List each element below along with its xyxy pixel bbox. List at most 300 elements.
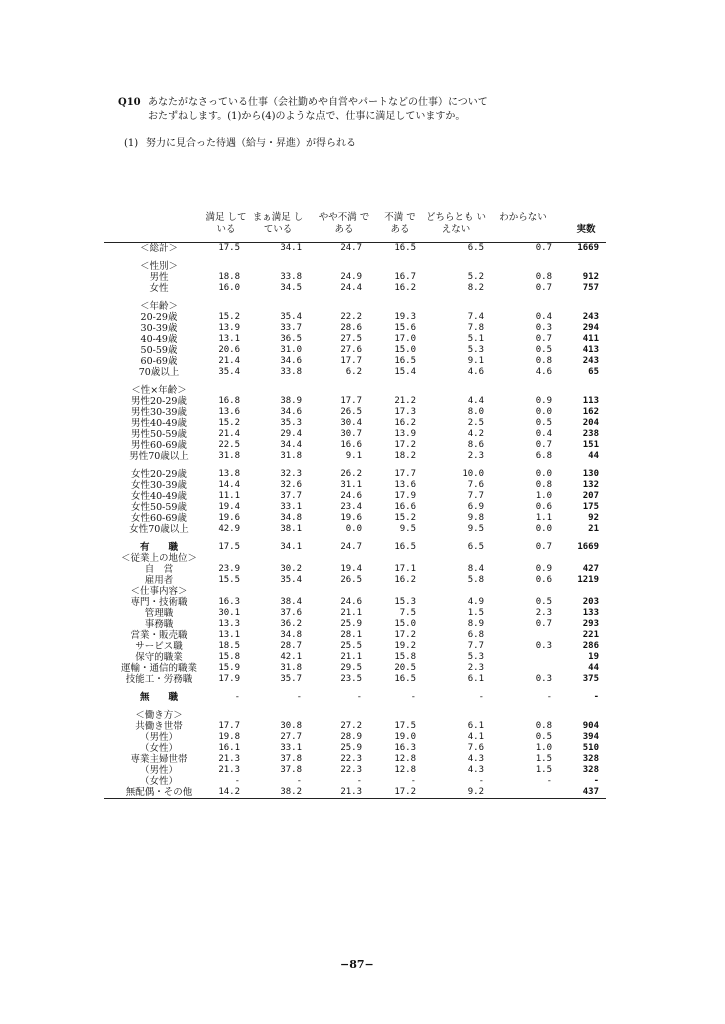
- row-value: 27.7: [280, 732, 302, 742]
- row-value: 0.9: [535, 564, 552, 574]
- row-label: 20-29歳: [140, 312, 178, 323]
- row-label: 40-49歳: [140, 334, 178, 345]
- row-value: 24.9: [340, 272, 362, 282]
- row-value: 35.7: [280, 674, 302, 684]
- row-value: 15.2: [218, 312, 240, 322]
- row-value: 33.1: [280, 502, 302, 512]
- table-row: [104, 524, 606, 535]
- row-value: 21.1: [340, 608, 362, 618]
- row-value: 32.3: [280, 469, 302, 479]
- row-value: 19.2: [394, 641, 416, 651]
- row-value: 912: [582, 272, 599, 282]
- header-somewhat-dissatisfied: やや不満 である: [318, 212, 370, 235]
- question-number: Q10: [118, 97, 141, 108]
- row-value: -: [410, 776, 416, 786]
- row-value: 6.8: [467, 630, 484, 640]
- row-value: 42.1: [280, 652, 302, 662]
- row-value: 221: [582, 630, 599, 640]
- table-row: [104, 619, 606, 630]
- row-value: 7.4: [467, 312, 484, 322]
- row-value: -: [356, 692, 362, 702]
- row-value: 65: [588, 367, 599, 377]
- row-value: 22.3: [340, 754, 362, 764]
- row-value: 328: [582, 765, 599, 775]
- row-value: 19: [588, 652, 599, 662]
- row-value: 427: [582, 564, 599, 574]
- table-row: [104, 564, 606, 575]
- row-value: 0.7: [535, 440, 552, 450]
- row-value: 0.3: [535, 323, 552, 333]
- row-value: 4.9: [467, 597, 484, 607]
- row-label: 70歳以上: [138, 367, 180, 378]
- row-value: 19.6: [340, 513, 362, 523]
- row-label: 60-69歳: [140, 356, 178, 367]
- row-label: 女性30-39歳: [131, 480, 187, 491]
- row-value: 16.6: [340, 440, 362, 450]
- satisfaction-table: [104, 210, 606, 799]
- header-dont-know: わからない: [499, 212, 547, 223]
- row-value: -: [234, 776, 240, 786]
- row-value: 510: [582, 743, 599, 753]
- row-value: 6.1: [467, 674, 484, 684]
- table-row: [104, 586, 606, 597]
- sub-question-text: 努力に見合った待遇（給与・昇進）が得られる: [146, 138, 356, 149]
- row-value: 16.2: [394, 418, 416, 428]
- row-value: 16.7: [394, 272, 416, 282]
- row-value: 413: [582, 345, 599, 355]
- row-value: 132: [582, 480, 599, 490]
- row-label: 運輸・通信的職業: [120, 663, 197, 674]
- row-label: ＜従業上の地位＞: [120, 553, 197, 564]
- row-value: 28.7: [280, 641, 302, 651]
- row-value: 4.6: [467, 367, 484, 377]
- row-value: 0.7: [535, 542, 552, 552]
- row-value: 17.9: [218, 674, 240, 684]
- row-value: 28.6: [340, 323, 362, 333]
- table-row: [104, 396, 606, 407]
- row-value: 19.0: [394, 732, 416, 742]
- table-row: [104, 429, 606, 440]
- row-value: 0.6: [535, 575, 552, 585]
- row-label: （男性）: [139, 732, 178, 743]
- table-row: [104, 575, 606, 586]
- row-value: 17.7: [340, 356, 362, 366]
- row-value: 17.3: [394, 407, 416, 417]
- row-value: 0.5: [535, 597, 552, 607]
- row-value: 9.8: [467, 513, 484, 523]
- row-value: 15.5: [218, 575, 240, 585]
- row-value: 15.4: [394, 367, 416, 377]
- row-value: 29.4: [280, 429, 302, 439]
- row-label: 無 職: [139, 692, 178, 703]
- row-value: 15.9: [218, 663, 240, 673]
- row-value: 6.8: [535, 451, 552, 461]
- row-label: 30-39歳: [140, 323, 178, 334]
- row-value: 7.8: [467, 323, 484, 333]
- table-body: [104, 243, 606, 799]
- row-value: 0.7: [535, 334, 552, 344]
- row-label: ＜性×年齢＞: [131, 385, 187, 396]
- table-row: [104, 469, 606, 480]
- page-number: −87−: [340, 958, 374, 971]
- row-value: -: [410, 692, 416, 702]
- row-value: 22.3: [340, 765, 362, 775]
- table-row: [104, 334, 606, 345]
- table-row: [104, 652, 606, 663]
- row-value: 38.4: [280, 597, 302, 607]
- table-row: [104, 418, 606, 429]
- row-value: 28.9: [340, 732, 362, 742]
- row-value: 16.3: [394, 743, 416, 753]
- row-value: 34.6: [280, 407, 302, 417]
- row-value: 0.0: [535, 469, 552, 479]
- row-value: 37.7: [280, 491, 302, 501]
- row-value: 15.2: [218, 418, 240, 428]
- row-label: 男性50-59歳: [131, 429, 187, 440]
- row-value: -: [593, 776, 599, 786]
- sub-question-number: (1): [124, 138, 139, 149]
- row-value: 27.2: [340, 721, 362, 731]
- row-value: 294: [582, 323, 599, 333]
- row-label: 無配偶・その他: [125, 787, 193, 798]
- row-value: 0.3: [535, 674, 552, 684]
- row-value: -: [234, 692, 240, 702]
- row-value: 26.2: [340, 469, 362, 479]
- header-count: 実数: [576, 224, 596, 235]
- table-row: [104, 608, 606, 619]
- row-value: 31.8: [280, 451, 302, 461]
- row-label: ＜働き方＞: [135, 710, 183, 721]
- row-value: 26.5: [340, 575, 362, 585]
- row-label: 技能工・労務職: [125, 674, 193, 685]
- row-value: 5.3: [467, 345, 484, 355]
- row-label: 50-59歳: [140, 345, 178, 356]
- row-label: サービス職: [135, 641, 183, 652]
- table-row: [104, 553, 606, 564]
- table-row: [104, 261, 606, 272]
- row-value: 6.2: [345, 367, 362, 377]
- row-label: 管理職: [144, 608, 174, 619]
- row-value: -: [546, 692, 552, 702]
- row-value: 0.4: [535, 429, 552, 439]
- row-value: 286: [582, 641, 599, 651]
- row-value: 207: [582, 491, 599, 501]
- row-value: 7.7: [467, 641, 484, 651]
- question-header: [118, 96, 488, 124]
- row-value: 0.8: [535, 480, 552, 490]
- row-value: 16.8: [218, 396, 240, 406]
- row-value: 17.1: [394, 564, 416, 574]
- row-value: 0.7: [535, 243, 552, 253]
- table-row: [104, 491, 606, 502]
- row-value: 0.4: [535, 312, 552, 322]
- row-value: 33.8: [280, 272, 302, 282]
- table-row: [104, 542, 606, 553]
- row-value: 19.4: [218, 502, 240, 512]
- table-row: [104, 674, 606, 685]
- row-value: 243: [582, 356, 599, 366]
- row-value: 30.2: [280, 564, 302, 574]
- row-value: 4.3: [467, 754, 484, 764]
- row-value: 92: [588, 513, 599, 523]
- row-value: 2.3: [535, 608, 552, 618]
- row-value: 13.8: [218, 469, 240, 479]
- row-value: 42.9: [218, 524, 240, 534]
- row-value: 437: [582, 787, 599, 797]
- row-value: 35.4: [280, 575, 302, 585]
- row-value: 27.5: [340, 334, 362, 344]
- row-value: 24.7: [340, 542, 362, 552]
- row-value: 21.3: [340, 787, 362, 797]
- row-label: 男性30-39歳: [131, 407, 187, 418]
- row-value: 9.5: [467, 524, 484, 534]
- row-value: 7.7: [467, 491, 484, 501]
- row-label: ＜年齢＞: [139, 301, 178, 312]
- row-value: 8.6: [467, 440, 484, 450]
- table-row: [104, 663, 606, 674]
- row-label: 女性40-49歳: [131, 491, 187, 502]
- table-row: [104, 630, 606, 641]
- row-value: 27.6: [340, 345, 362, 355]
- row-value: 0.6: [535, 502, 552, 512]
- row-value: 5.1: [467, 334, 484, 344]
- row-value: 31.8: [280, 663, 302, 673]
- row-value: 7.6: [467, 743, 484, 753]
- row-value: -: [356, 776, 362, 786]
- row-label: ＜性別＞: [139, 261, 178, 272]
- row-value: 1669: [577, 243, 599, 253]
- header-neither: どちらとも いえない: [425, 212, 487, 235]
- row-value: 6.5: [467, 243, 484, 253]
- row-value: 9.5: [399, 524, 416, 534]
- row-value: 0.7: [535, 283, 552, 293]
- table-row: [104, 513, 606, 524]
- row-value: 29.5: [340, 663, 362, 673]
- row-value: 8.0: [467, 407, 484, 417]
- row-value: 18.8: [218, 272, 240, 282]
- table-row: [104, 502, 606, 513]
- table-row: [104, 743, 606, 754]
- row-value: 15.2: [394, 513, 416, 523]
- row-label: ＜仕事内容＞: [130, 586, 188, 597]
- row-value: 16.3: [218, 597, 240, 607]
- table-row: [104, 692, 606, 703]
- row-value: 14.2: [218, 787, 240, 797]
- row-value: 130: [582, 469, 599, 479]
- row-value: 16.1: [218, 743, 240, 753]
- row-value: 0.7: [535, 619, 552, 629]
- row-label: 女性70歳以上: [129, 524, 189, 535]
- row-value: 1669: [577, 542, 599, 552]
- row-value: 20.5: [394, 663, 416, 673]
- row-value: 4.6: [535, 367, 552, 377]
- row-value: 15.3: [394, 597, 416, 607]
- row-value: 15.6: [394, 323, 416, 333]
- row-value: 21.4: [218, 429, 240, 439]
- row-value: 243: [582, 312, 599, 322]
- table-row: [104, 721, 606, 732]
- table-row: [104, 312, 606, 323]
- table-row: [104, 597, 606, 608]
- row-value: 21.2: [394, 396, 416, 406]
- row-value: 151: [582, 440, 599, 450]
- row-value: 5.8: [467, 575, 484, 585]
- row-value: 12.8: [394, 754, 416, 764]
- row-value: -: [296, 776, 302, 786]
- row-value: 113: [582, 396, 599, 406]
- row-value: 36.5: [280, 334, 302, 344]
- row-value: 375: [582, 674, 599, 684]
- row-value: 34.8: [280, 513, 302, 523]
- row-value: 4.3: [467, 765, 484, 775]
- row-value: 904: [582, 721, 599, 731]
- row-value: 4.2: [467, 429, 484, 439]
- row-value: 20.6: [218, 345, 240, 355]
- table-row: [104, 787, 606, 799]
- row-value: 0.3: [535, 641, 552, 651]
- row-value: 2.3: [467, 451, 484, 461]
- row-value: 328: [582, 754, 599, 764]
- row-value: 238: [582, 429, 599, 439]
- row-value: 1.1: [535, 513, 552, 523]
- row-label: 男性40-49歳: [131, 418, 187, 429]
- row-value: 34.1: [280, 243, 302, 253]
- row-value: 4.1: [467, 732, 484, 742]
- row-value: 7.5: [399, 608, 416, 618]
- row-value: 13.1: [218, 334, 240, 344]
- row-value: 13.9: [394, 429, 416, 439]
- table-row: [104, 776, 606, 787]
- row-value: 19.4: [340, 564, 362, 574]
- row-label: ＜総計＞: [139, 243, 178, 254]
- row-value: 17.7: [218, 721, 240, 731]
- question-line-1: あなたがなさっている仕事（会社勤めや自営やパートなどの仕事）について: [148, 97, 488, 108]
- header-satisfied: 満足 している: [205, 212, 247, 235]
- row-value: 34.1: [280, 542, 302, 552]
- row-value: 31.1: [340, 480, 362, 490]
- row-value: 30.7: [340, 429, 362, 439]
- row-value: 24.7: [340, 243, 362, 253]
- table-row: [104, 754, 606, 765]
- row-value: 15.0: [394, 619, 416, 629]
- header-somewhat-satisfied: まぁ満足 している: [252, 212, 304, 235]
- row-label: 男性70歳以上: [129, 451, 189, 462]
- table-row: [104, 243, 606, 254]
- table-row: [104, 367, 606, 378]
- row-value: 21.4: [218, 356, 240, 366]
- row-value: -: [478, 776, 484, 786]
- row-value: 14.4: [218, 480, 240, 490]
- row-value: 9.1: [345, 451, 362, 461]
- row-value: 19.6: [218, 513, 240, 523]
- row-value: 19.3: [394, 312, 416, 322]
- row-value: 16.5: [394, 542, 416, 552]
- sub-question: [124, 134, 356, 149]
- table-row: [104, 765, 606, 776]
- row-value: 17.0: [394, 334, 416, 344]
- row-value: 5.3: [467, 652, 484, 662]
- row-value: 37.8: [280, 765, 302, 775]
- row-value: 13.3: [218, 619, 240, 629]
- row-value: 24.4: [340, 283, 362, 293]
- row-value: 37.8: [280, 754, 302, 764]
- row-value: 44: [588, 451, 599, 461]
- row-value: 23.4: [340, 502, 362, 512]
- row-value: 17.2: [394, 787, 416, 797]
- table-row: [104, 283, 606, 294]
- row-value: 35.4: [218, 367, 240, 377]
- row-value: 7.6: [467, 480, 484, 490]
- row-value: 16.0: [218, 283, 240, 293]
- row-label: 自 営: [144, 564, 174, 575]
- row-value: 21: [588, 524, 599, 534]
- row-value: 23.9: [218, 564, 240, 574]
- row-value: 12.8: [394, 765, 416, 775]
- row-value: 25.9: [340, 743, 362, 753]
- table-row: [104, 451, 606, 462]
- row-value: 1.0: [535, 743, 552, 753]
- row-value: 0.5: [535, 345, 552, 355]
- row-value: 1.0: [535, 491, 552, 501]
- row-value: 203: [582, 597, 599, 607]
- row-value: 15.8: [394, 652, 416, 662]
- row-value: 34.5: [280, 283, 302, 293]
- row-value: 32.6: [280, 480, 302, 490]
- table-row: [104, 301, 606, 312]
- row-value: 28.1: [340, 630, 362, 640]
- row-value: 2.3: [467, 663, 484, 673]
- row-label: 専門・技術職: [130, 597, 188, 608]
- row-value: 411: [582, 334, 599, 344]
- row-value: 25.9: [340, 619, 362, 629]
- row-value: 6.5: [467, 542, 484, 552]
- table-row: [104, 323, 606, 334]
- row-value: 6.1: [467, 721, 484, 731]
- row-value: 19.8: [218, 732, 240, 742]
- row-label: 女性20-29歳: [131, 469, 187, 480]
- row-value: 9.1: [467, 356, 484, 366]
- row-value: 17.9: [394, 491, 416, 501]
- row-value: 16.2: [394, 575, 416, 585]
- row-value: -: [478, 692, 484, 702]
- row-label: 女性60-69歳: [131, 513, 187, 524]
- row-label: （女性）: [139, 743, 178, 754]
- row-value: 2.5: [467, 418, 484, 428]
- header-dissatisfied: 不満 である: [384, 212, 416, 235]
- row-value: 38.2: [280, 787, 302, 797]
- row-label: 女性50-59歳: [131, 502, 187, 513]
- table-row: [104, 480, 606, 491]
- row-value: 293: [582, 619, 599, 629]
- row-value: 37.6: [280, 608, 302, 618]
- question-line-2: おたずねします。(1)から(4)のような点で、仕事に満足していますか。: [148, 111, 466, 122]
- row-value: 21.3: [218, 765, 240, 775]
- row-value: 17.7: [340, 396, 362, 406]
- row-value: 16.2: [394, 283, 416, 293]
- row-value: 18.2: [394, 451, 416, 461]
- row-value: 204: [582, 418, 599, 428]
- row-value: 24.6: [340, 597, 362, 607]
- row-value: 17.2: [394, 630, 416, 640]
- row-value: 13.6: [218, 407, 240, 417]
- row-value: 1219: [577, 575, 599, 585]
- row-value: 16.6: [394, 502, 416, 512]
- row-value: 38.1: [280, 524, 302, 534]
- row-label: 専業主婦世帯: [130, 754, 188, 765]
- row-value: 33.8: [280, 367, 302, 377]
- row-value: 38.9: [280, 396, 302, 406]
- row-value: 36.2: [280, 619, 302, 629]
